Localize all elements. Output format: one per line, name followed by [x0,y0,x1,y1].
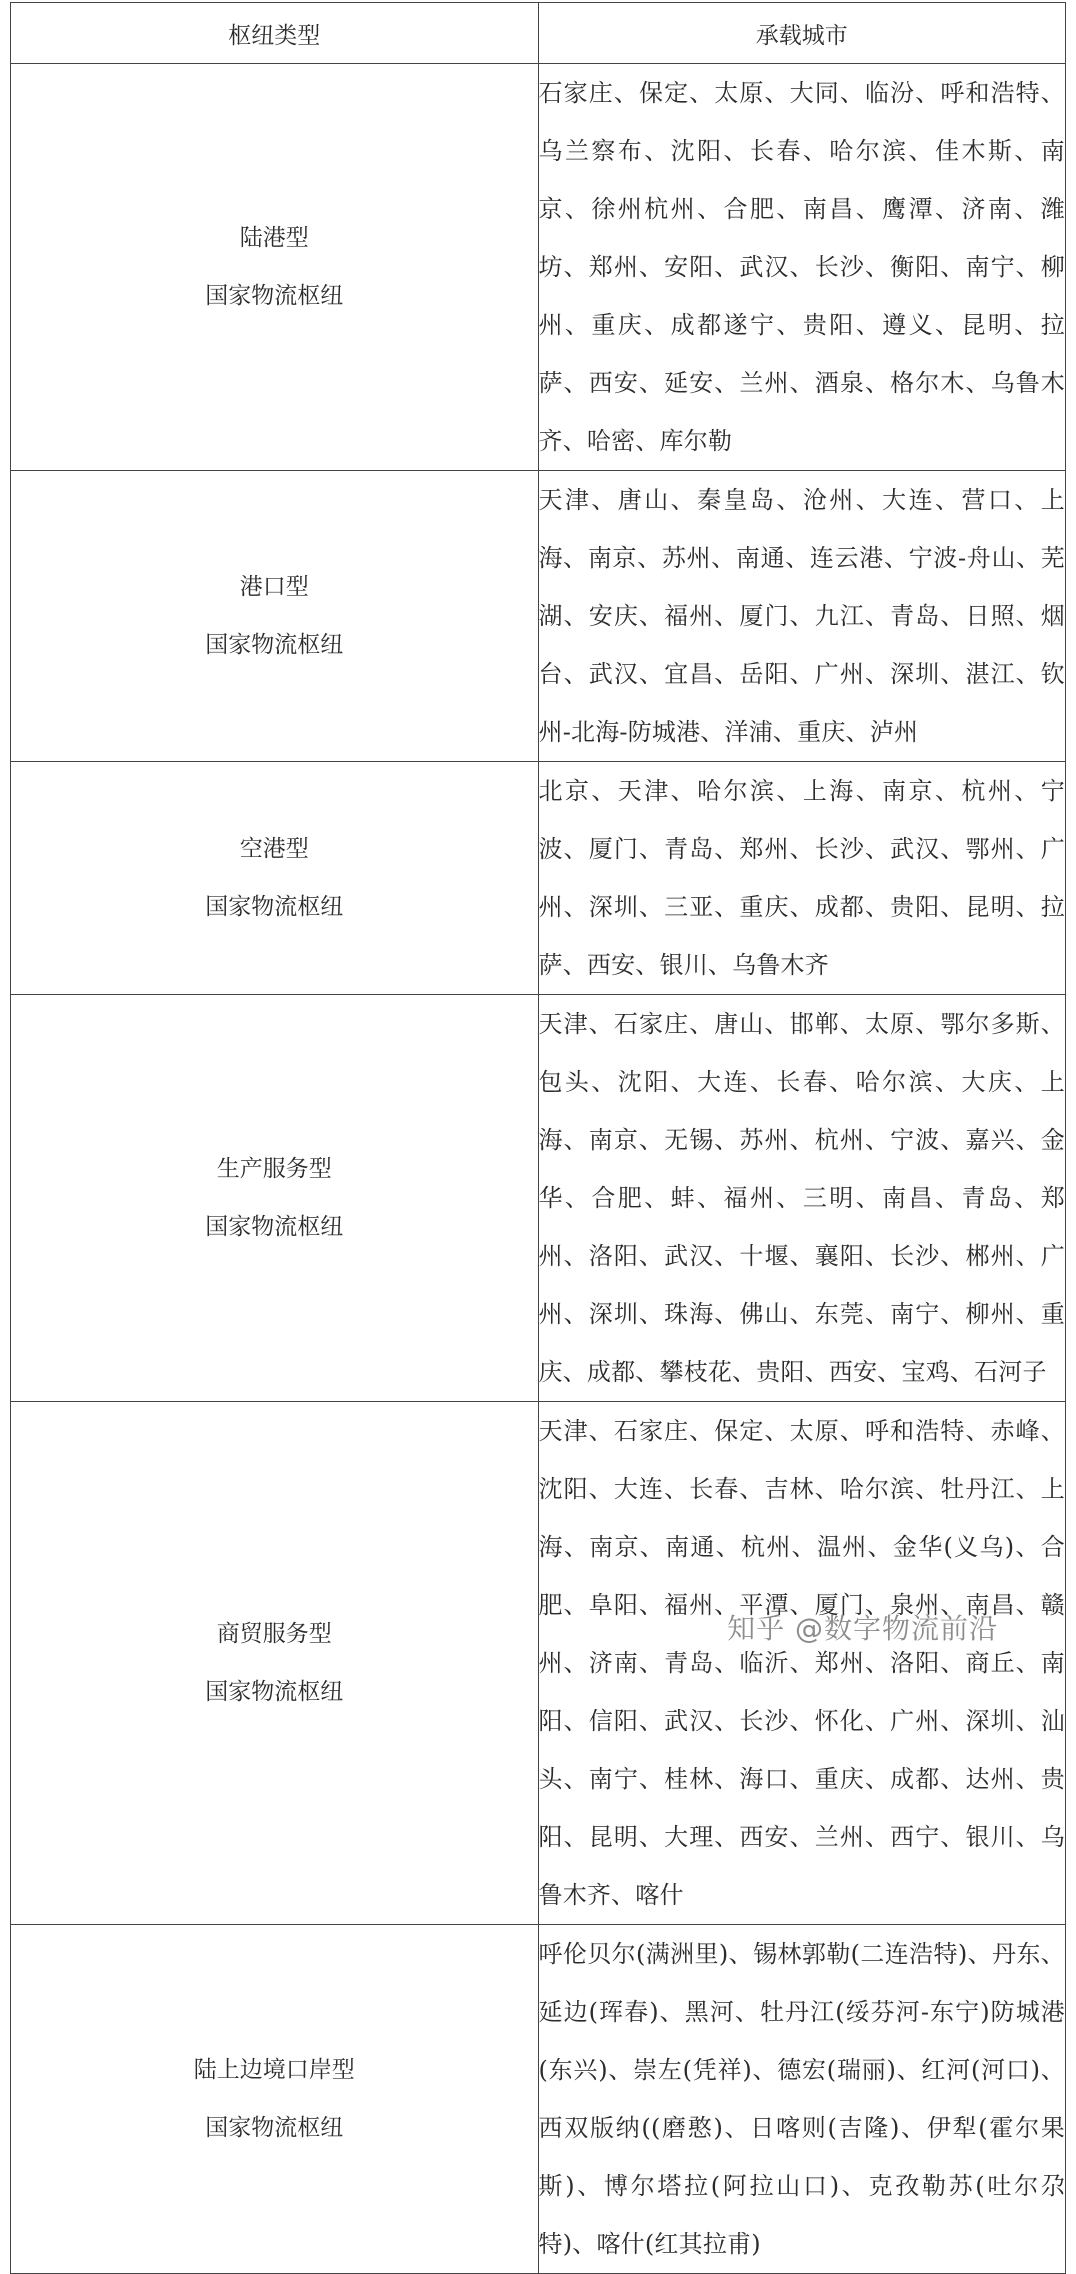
table-row [11,471,1066,762]
hub-type-cell [11,1402,539,1925]
host-cities-cell: 呼伦贝尔(满洲里)、锡林郭勒(二连浩特)、丹东、延边(珲春)、黑河、牡丹江(绥芬河-东宁)防城港(东兴)、崇左(凭祥)、德宏(瑞丽)、红河(河口)、西双版纳((磨憨)、日喀则(吉隆)、伊犁(霍尔果斯)、博尔塔拉(阿拉山口)、克孜勒苏(吐尔尕特)、喀什(红其拉甫) [538,1925,1066,2274]
hub-type-cell [11,1925,539,2274]
table-row [11,1402,1066,1925]
logistics-hub-table [10,2,1066,2274]
hub-type-name: 港口型 [239,574,309,600]
hub-type-suffix: 国家物流枢纽 [205,632,344,658]
hub-type-suffix: 国家物流枢纽 [205,894,344,920]
zhihu-watermark: 知乎 @数字物流前沿 [727,1612,998,1645]
host-cities-cell: 北京、天津、哈尔滨、上海、南京、杭州、宁波、厦门、青岛、郑州、长沙、武汉、鄂州、广州、深圳、三亚、重庆、成都、贵阳、昆明、拉萨、西安、银川、乌鲁木齐 [538,762,1066,995]
hub-type-suffix: 国家物流枢纽 [205,1679,344,1705]
table-row [11,762,1066,995]
hub-type-suffix: 国家物流枢纽 [205,1214,344,1240]
header-hub-type: 枢纽类型 [11,3,539,64]
hub-type-name: 商贸服务型 [216,1621,332,1647]
hub-type-cell [11,471,539,762]
table-row [11,995,1066,1402]
hub-type-cell [11,762,539,995]
table-row [11,1925,1066,2274]
hub-type-cell [11,995,539,1402]
hub-type-name: 空港型 [239,836,309,862]
hub-type-name: 陆港型 [239,225,309,251]
hub-type-name: 陆上边境口岸型 [193,2057,355,2083]
hub-type-suffix: 国家物流枢纽 [205,283,344,309]
table-row [11,64,1066,471]
header-host-cities: 承载城市 [538,3,1066,64]
hub-type-cell [11,64,539,471]
table-header-row [11,3,1066,64]
host-cities-cell: 天津、唐山、秦皇岛、沧州、大连、营口、上海、南京、苏州、南通、连云港、宁波-舟山、芜湖、安庆、福州、厦门、九江、青岛、日照、烟台、武汉、宜昌、岳阳、广州、深圳、湛江、钦州-北海-防城港、洋浦、重庆、泸州 [538,471,1066,762]
host-cities-cell: 天津、石家庄、保定、太原、呼和浩特、赤峰、沈阳、大连、长春、吉林、哈尔滨、牡丹江、上海、南京、南通、杭州、温州、金华(义乌)、合肥、阜阳、福州、平潭、厦门、泉州、南昌、赣州、济南、青岛、临沂、郑州、洛阳、商丘、南阳、信阳、武汉、长沙、怀化、广州、深圳、汕头、南宁、桂林、海口、重庆、成都、达州、贵阳、昆明、大理、西安、兰州、西宁、银川、乌鲁木齐、喀什 [538,1402,1066,1925]
hub-type-name: 生产服务型 [216,1156,332,1182]
host-cities-cell: 石家庄、保定、太原、大同、临汾、呼和浩特、乌兰察布、沈阳、长春、哈尔滨、佳木斯、南京、徐州杭州、合肥、南昌、鹰潭、济南、潍坊、郑州、安阳、武汉、长沙、衡阳、南宁、柳州、重庆、成都遂宁、贵阳、遵义、昆明、拉萨、西安、延安、兰州、酒泉、格尔木、乌鲁木齐、哈密、库尔勒 [538,64,1066,471]
hub-type-suffix: 国家物流枢纽 [205,2115,344,2141]
host-cities-cell: 天津、石家庄、唐山、邯郸、太原、鄂尔多斯、包头、沈阳、大连、长春、哈尔滨、大庆、上海、南京、无锡、苏州、杭州、宁波、嘉兴、金华、合肥、蚌、福州、三明、南昌、青岛、郑州、洛阳、武汉、十堰、襄阳、长沙、郴州、广州、深圳、珠海、佛山、东莞、南宁、柳州、重庆、成都、攀枝花、贵阳、西安、宝鸡、石河子 [538,995,1066,1402]
